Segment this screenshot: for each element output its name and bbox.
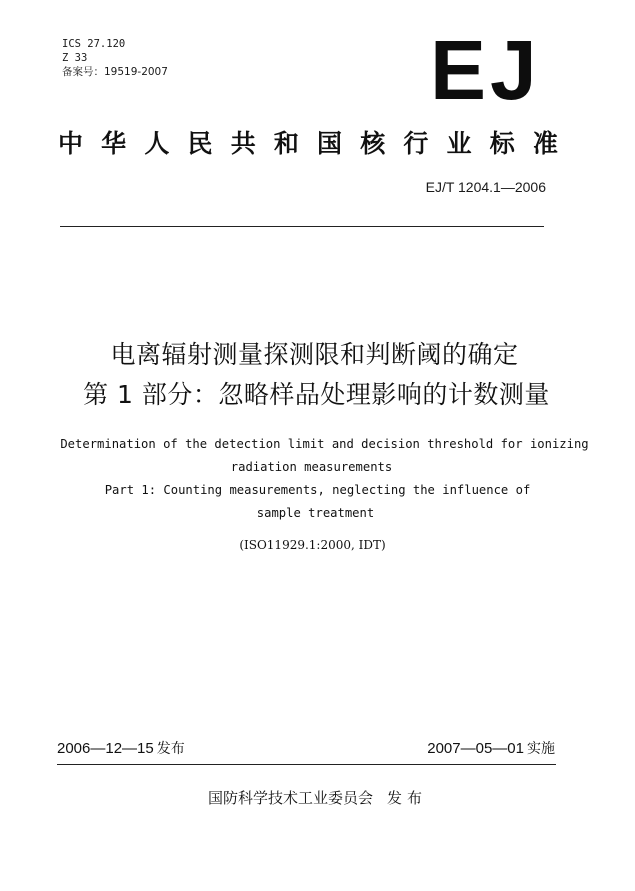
org-char: 国 (317, 129, 343, 158)
english-title-line-1: Determination of the detection limit and decision threshold for ionizing (60, 437, 589, 451)
issue-date: 2006—12—15 (57, 740, 154, 757)
english-title-line-2: radiation measurements (230, 460, 393, 474)
ics-code: ICS 27.120 (62, 38, 126, 50)
org-char: 共 (230, 129, 256, 158)
org-char: 准 (532, 129, 558, 158)
english-subtitle-line-1: Part 1: Counting measurements, neglecting the influence of (104, 483, 531, 497)
issue-label: 发布 (156, 741, 185, 757)
standard-number: EJ/T 1204.1—2006 (425, 179, 546, 195)
org-char: 核 (360, 129, 386, 158)
chinese-title-line-2: 第 1 部分：忽略样品处理影响的计数测量 (83, 380, 550, 409)
record-number: 备案号：19519-2007 (62, 66, 168, 78)
implementation-label: 实施 (527, 741, 555, 757)
ej-logo: EJ (430, 23, 541, 117)
org-char: 行 (403, 129, 429, 158)
issue-date-block (57, 740, 185, 758)
org-char: 标 (489, 129, 515, 158)
org-char: 业 (446, 129, 472, 158)
org-char: 民 (187, 129, 213, 158)
iso-equivalence: (ISO11929.1:2000, IDT) (239, 538, 386, 552)
org-char: 中 (58, 129, 84, 158)
org-char: 人 (144, 129, 170, 158)
publisher-line (0, 788, 635, 808)
org-char: 和 (273, 129, 299, 158)
implementation-date-block (427, 740, 555, 758)
standard-organization-title (58, 128, 558, 160)
chinese-title-line-1: 电离辐射测量探测限和判断阈的确定 (110, 340, 519, 369)
english-subtitle-line-2: sample treatment (256, 506, 375, 520)
ccs-code: Z 33 (62, 52, 88, 64)
org-char: 华 (101, 129, 127, 158)
publisher-action: 发布 (387, 789, 428, 807)
bottom-divider (57, 764, 556, 765)
top-divider (60, 226, 544, 227)
implementation-date: 2007—05—01 (427, 740, 524, 757)
publisher-name: 国防科学技术工业委员会 (207, 789, 373, 807)
